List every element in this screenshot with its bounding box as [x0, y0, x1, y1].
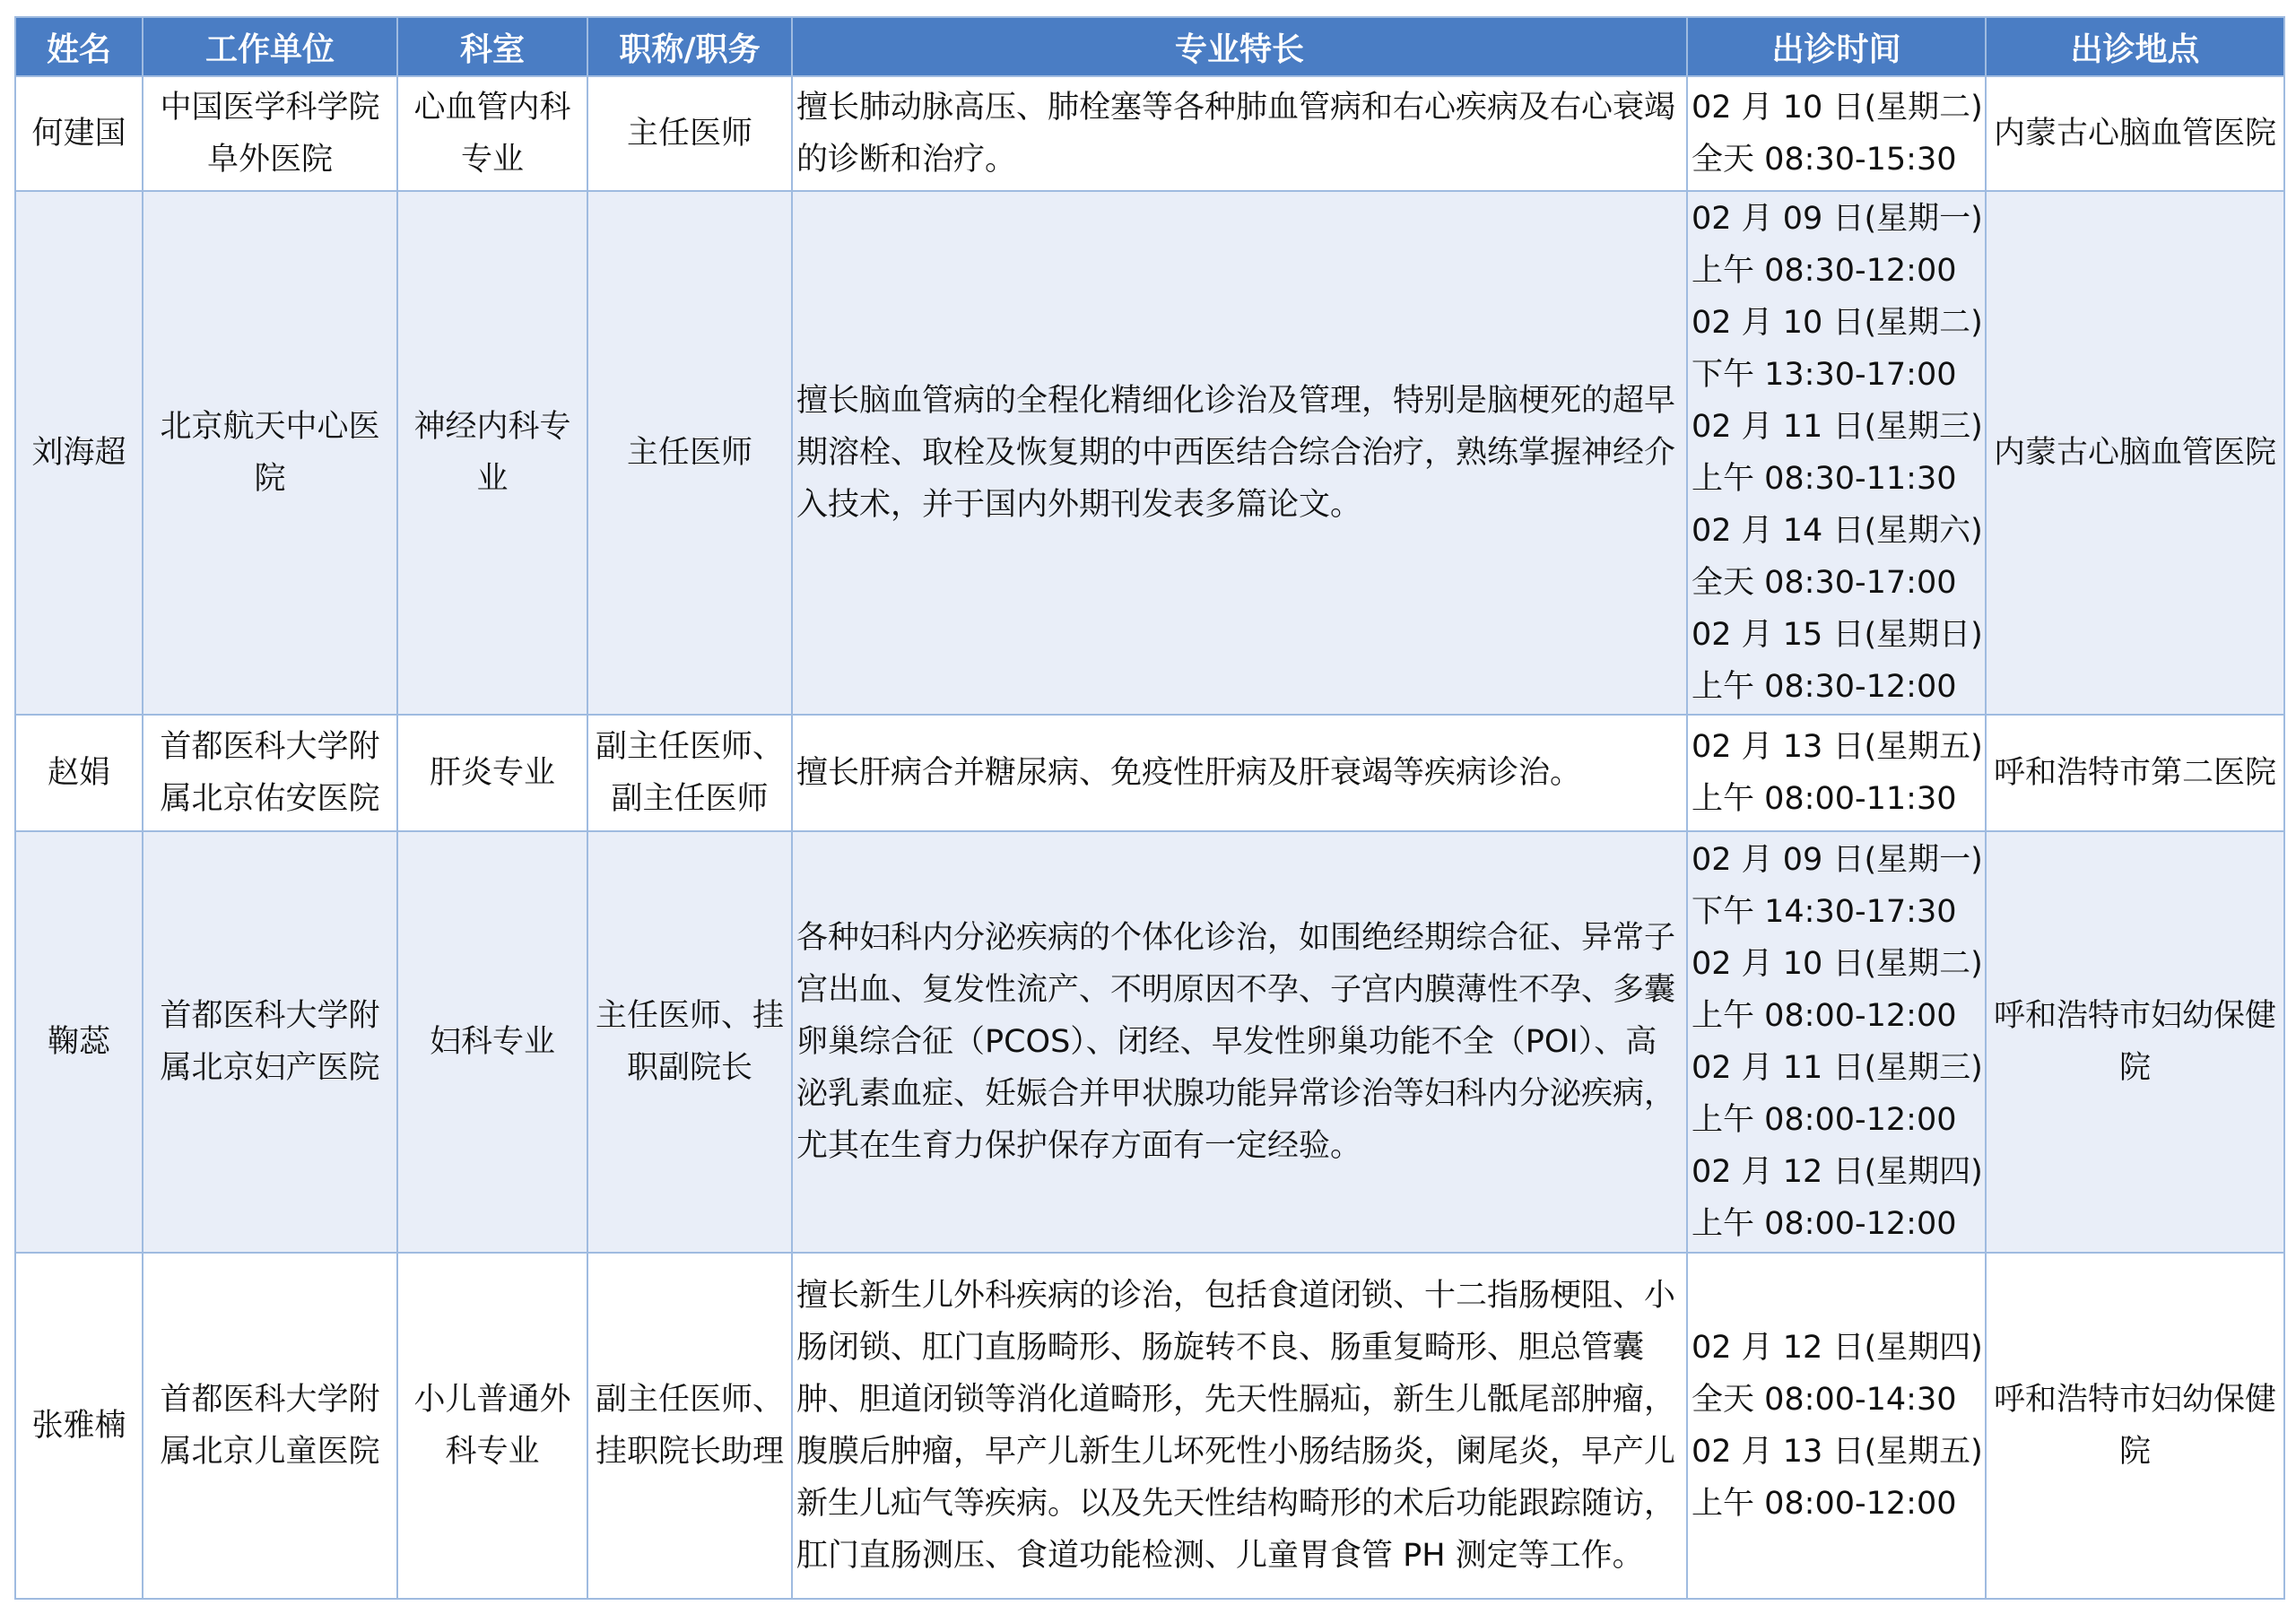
header-row — [15, 17, 2284, 76]
doctor-title: 主任医师 — [587, 191, 792, 715]
clinic-time-line: 02 月 15 日(星期日) — [1692, 617, 1983, 653]
clinic-time-line: 上午 08:00-12:00 — [1692, 1102, 1957, 1138]
doctor-workplace: 中国医学科学院阜外医院 — [143, 76, 397, 191]
doctor-department: 小儿普通外科专业 — [397, 1253, 587, 1599]
clinic-location: 内蒙古心脑血管医院 — [1986, 76, 2284, 191]
doctor-workplace: 首都医科大学附属北京佑安医院 — [143, 715, 397, 831]
clinic-time-line: 02 月 09 日(星期一) — [1692, 201, 1983, 237]
header-time: 出诊时间 — [1687, 17, 1986, 76]
clinic-location: 呼和浩特市第二医院 — [1986, 715, 2284, 831]
doctor-department: 肝炎专业 — [397, 715, 587, 831]
header-title: 职称/职务 — [587, 17, 792, 76]
doctor-name: 刘海超 — [15, 191, 143, 715]
doctor-workplace: 首都医科大学附属北京妇产医院 — [143, 831, 397, 1253]
doctor-title: 副主任医师、挂职院长助理 — [587, 1253, 792, 1599]
clinic-time-line: 全天 08:30-17:00 — [1692, 565, 1957, 601]
doctor-name: 鞠蕊 — [15, 831, 143, 1253]
clinic-time-line: 上午 08:00-12:00 — [1692, 1486, 1957, 1522]
header-specialty: 专业特长 — [792, 17, 1687, 76]
doctor-workplace: 首都医科大学附属北京儿童医院 — [143, 1253, 397, 1599]
header-name: 姓名 — [15, 17, 143, 76]
clinic-time-line: 下午 13:30-17:00 — [1692, 357, 1957, 393]
doctor-workplace: 北京航天中心医院 — [143, 191, 397, 715]
clinic-time-line: 02 月 11 日(星期三) — [1692, 409, 1983, 445]
doctor-specialty: 擅长新生儿外科疾病的诊治，包括食道闭锁、十二指肠梗阻、小肠闭锁、肛门直肠畸形、肠旋转不良、肠重复畸形、胆总管囊肿、胆道闭锁等消化道畸形，先天性膈疝，新生儿骶尾部肿瘤，腹膜后肿瘤，早产儿新生儿坏死性小肠结肠炎，阑尾炎，早产儿新生儿疝气等疾病。以及先天性结构畸形的术后功能跟踪随访，肛门直肠测压、食道功能检测、儿童胃食管 PH 测定等工作。 — [792, 1253, 1687, 1599]
table-row — [15, 1253, 2284, 1599]
doctor-department: 神经内科专业 — [397, 191, 587, 715]
clinic-location: 呼和浩特市妇幼保健院 — [1986, 831, 2284, 1253]
doctor-department: 妇科专业 — [397, 831, 587, 1253]
clinic-time — [1687, 1253, 1986, 1599]
clinic-time-line: 02 月 12 日(星期四) — [1692, 1330, 1983, 1366]
doctor-specialty: 擅长肺动脉高压、肺栓塞等各种肺血管病和右心疾病及右心衰竭的诊断和治疗。 — [792, 76, 1687, 191]
doctor-schedule-table — [14, 16, 2285, 1600]
doctor-title: 主任医师 — [587, 76, 792, 191]
doctor-title: 主任医师、挂职副院长 — [587, 831, 792, 1253]
doctor-name: 张雅楠 — [15, 1253, 143, 1599]
header-location: 出诊地点 — [1986, 17, 2284, 76]
header-workplace: 工作单位 — [143, 17, 397, 76]
doctor-name: 赵娟 — [15, 715, 143, 831]
header-department: 科室 — [397, 17, 587, 76]
clinic-time-line: 上午 08:30-11:30 — [1692, 461, 1957, 497]
clinic-time — [1687, 76, 1986, 191]
doctor-name: 何建国 — [15, 76, 143, 191]
doctor-specialty: 擅长肝病合并糖尿病、免疫性肝病及肝衰竭等疾病诊治。 — [792, 715, 1687, 831]
clinic-time-line: 下午 14:30-17:30 — [1692, 894, 1957, 930]
clinic-time-line: 02 月 10 日(星期二) — [1692, 90, 1983, 126]
clinic-time — [1687, 715, 1986, 831]
clinic-time-line: 02 月 14 日(星期六) — [1692, 513, 1983, 549]
table-row — [15, 76, 2284, 191]
table-row — [15, 831, 2284, 1253]
clinic-time-line: 上午 08:30-12:00 — [1692, 253, 1957, 289]
clinic-time-line: 02 月 12 日(星期四) — [1692, 1154, 1983, 1190]
clinic-location: 内蒙古心脑血管医院 — [1986, 191, 2284, 715]
clinic-time — [1687, 831, 1986, 1253]
clinic-time-line: 全天 08:00-14:30 — [1692, 1382, 1957, 1418]
clinic-time-line: 02 月 10 日(星期二) — [1692, 305, 1983, 341]
clinic-time-line: 02 月 11 日(星期三) — [1692, 1050, 1983, 1086]
clinic-time-line: 上午 08:00-12:00 — [1692, 998, 1957, 1034]
clinic-time-line: 上午 08:00-11:30 — [1692, 781, 1957, 817]
clinic-time-line: 02 月 10 日(星期二) — [1692, 946, 1983, 982]
clinic-location: 呼和浩特市妇幼保健院 — [1986, 1253, 2284, 1599]
doctor-title: 副主任医师、副主任医师 — [587, 715, 792, 831]
doctor-specialty: 各种妇科内分泌疾病的个体化诊治，如围绝经期综合征、异常子宫出血、复发性流产、不明原因不孕、子宫内膜薄性不孕、多囊卵巢综合征（PCOS）、闭经、早发性卵巢功能不全（POI）、高泌乳素血症、妊娠合并甲状腺功能异常诊治等妇科内分泌疾病，尤其在生育力保护保存方面有一定经验。 — [792, 831, 1687, 1253]
clinic-time-line: 上午 08:30-12:00 — [1692, 669, 1957, 705]
clinic-time — [1687, 191, 1986, 715]
clinic-time-line: 02 月 09 日(星期一) — [1692, 842, 1983, 878]
table-row — [15, 191, 2284, 715]
clinic-time-line: 全天 08:30-15:30 — [1692, 142, 1957, 178]
table-row — [15, 715, 2284, 831]
doctor-department: 心血管内科专业 — [397, 76, 587, 191]
doctor-specialty: 擅长脑血管病的全程化精细化诊治及管理，特别是脑梗死的超早期溶栓、取栓及恢复期的中西医结合综合治疗，熟练掌握神经介入技术，并于国内外期刊发表多篇论文。 — [792, 191, 1687, 715]
clinic-time-line: 02 月 13 日(星期五) — [1692, 729, 1983, 765]
clinic-time-line: 上午 08:00-12:00 — [1692, 1206, 1957, 1242]
clinic-time-line: 02 月 13 日(星期五) — [1692, 1434, 1983, 1470]
